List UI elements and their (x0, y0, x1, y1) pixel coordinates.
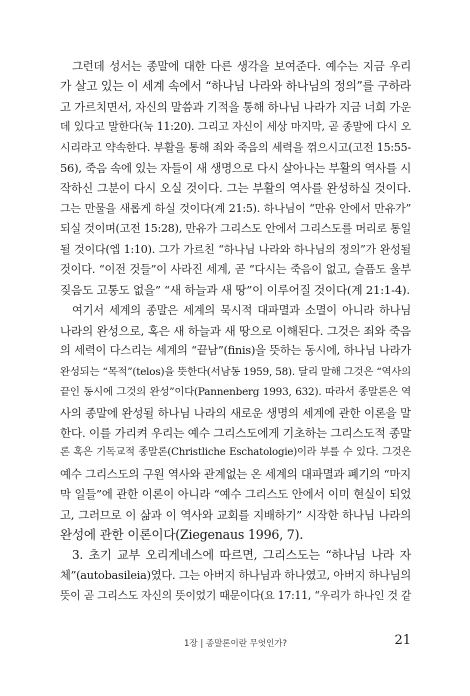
text-line: 것이다. “이전 것들”이 사라진 세계, 곧 “다시는 죽음이 없고, 슬픔도 울부 (60, 262, 411, 276)
text-line: 한다. 이를 가리켜 우리는 예수 그리스도에게 기초하는 그리스도적 종말 (60, 426, 411, 441)
text-line: 데 있다고 말한다(눅 11:20). 그리고 자신이 세상 마지막, 곧 종말에 다시 오 (60, 120, 411, 134)
text-line: 될 것이다(엡 1:10). 그가 가르친 “하나님 나라와 하나님의 정의”가 완성될 (60, 242, 411, 256)
text-line: 뜻이 곧 그리스도 자신의 뜻이었기 때문이다(요 17:11, “우리가 하나인 것 같 (60, 589, 412, 603)
text-line: 되실 것이며(고전 15:28), 만유가 그리스도 안에서 그리스도를 머리로 통일 (60, 222, 411, 236)
text-line: 끝인 동시에 그것의 완성”이다(Pannenberg 1993, 632). 따라서 종말론은 역 (60, 386, 411, 399)
text-line: 56), 죽음 속에 있는 자들이 새 생명으로 다시 살아나는 부활의 역사를 시 (60, 160, 412, 175)
text-line: 3. 초기 교부 오리게네스에 따르면, 그리스도는 “하나님 나라 자 (72, 548, 411, 563)
text-line: 완성에 관한 이론이다(Ziegenaus 1996, 7). (60, 526, 304, 542)
text-line: 그런데 성서는 종말에 대한 다른 생각을 보여준다. 예수는 지금 우리 (72, 59, 411, 73)
text-line: 시리라고 약속한다. 부활을 통해 죄와 죽음의 세력을 꺾으시고(고전 15:55- (60, 140, 411, 154)
text-line: 사의 종말에 완성될 하나님 나라의 새로운 생명의 세계에 관한 이론을 말 (60, 405, 411, 420)
text-line: 여기서 세계의 종말은 세계의 묵시적 대파멸과 소멸이 아니라 하나님 (72, 303, 411, 317)
text-line: 예수 그리스도의 구원 역사와 관계없는 온 세계의 대파멸과 폐기의 “마지 (60, 466, 411, 481)
text-line: 가 살고 있는 이 세계 속에서 “하나님 나라와 하나님의 정의”를 구하라 (60, 79, 411, 94)
page-footer (60, 633, 411, 655)
text-line: 작하신 그분이 다시 오실 것이다. 그는 부활의 역사를 완성하실 것이다. (60, 181, 411, 196)
page-number: 21 (394, 633, 411, 648)
text-line: 완성되는 “목적”(telos)을 뜻한다(서남동 1959, 58). 달리 말해 그것은 “역사의 (60, 365, 411, 378)
body-text (60, 56, 411, 607)
text-line: 나라의 완성으로, 혹은 새 하늘과 새 땅으로 이해된다. 그것은 죄와 죽음 (60, 324, 411, 339)
text-line: 그는 만물을 새롭게 하실 것이다(계 21:5). 하나님이 “만유 안에서 만유가” (60, 201, 411, 215)
text-line: 막 일들”에 관한 이론이 아니라 “예수 그리스도 안에서 이미 현실이 되었 (60, 487, 411, 502)
text-line: 고 가르치면서, 자신의 말씀과 기적을 통해 하나님 나라가 지금 너희 가운 (60, 99, 411, 114)
running-head: 1장 | 종말론이란 무엇인가? (184, 639, 287, 649)
text-line: 고, 그러므로 이 삶과 이 역사와 교회를 지배하기” 시작한 하나님 나라의 (60, 507, 411, 522)
text-line: 체”(autobasileia)였다. 그는 아버지 하나님과 하나였고, 아버지 하나님의 (60, 568, 411, 582)
text-line: 론 혹은 기독교적 종말론(Christliche Eschatologie)이라 부를 수 있다. 그것은 (60, 447, 411, 459)
text-line: 짖음도 고통도 없을” “새 하늘과 새 땅”이 이루어질 것이다(계 21:1-4). (60, 283, 410, 298)
text-line: 의 세력이 다스리는 세계의 “끝남”(finis)을 뜻하는 동시에, 하나님 나라가 (60, 344, 411, 358)
